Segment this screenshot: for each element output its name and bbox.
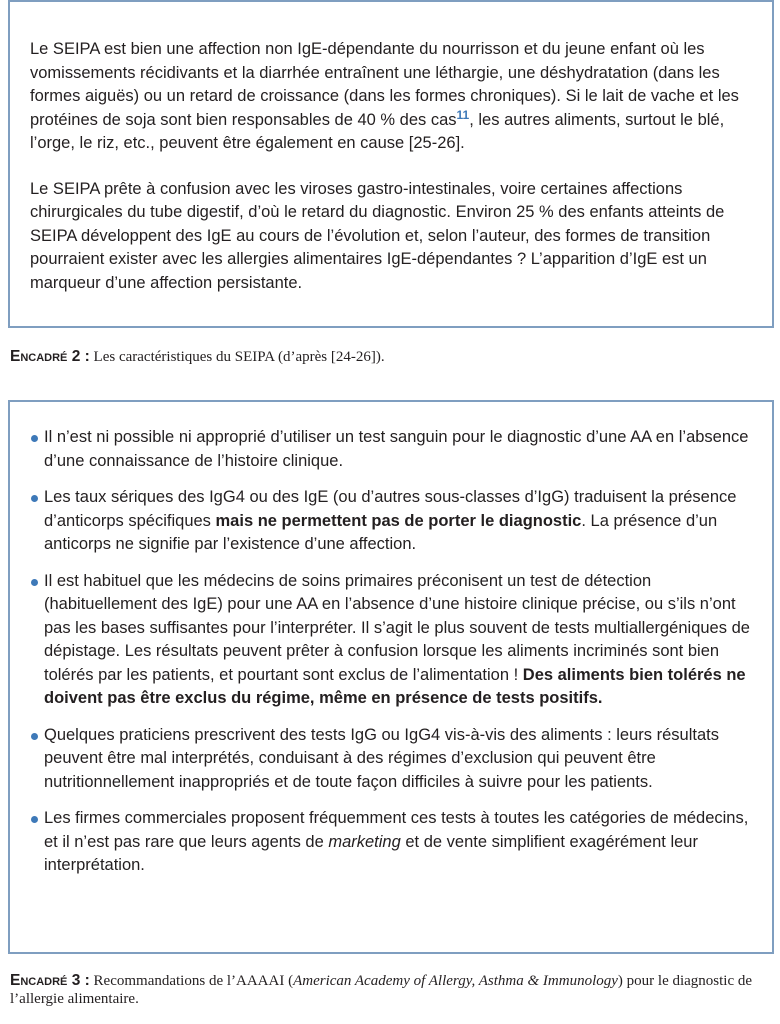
bullet-icon [31,495,38,502]
list-item: Les firmes commerciales proposent fréquemment ces tests à toutes les catégories de médecins, et il n’est pas rare que leurs agents de marketing et de vente simplifient exagérément leur interprétation. [30,807,752,878]
bullet-icon [31,816,38,823]
caption-label: Encadré 2 : [10,348,90,365]
bullet-icon [31,435,38,442]
list-item: Il est habituel que les médecins de soins primaires préconisent un test de détection (habituellement des IgE) pour une AA en l’absence d’une histoire clinique précise, ou s’ils n’ont pas les bases suffisantes pour l’interpréter. Il s’agit le plus souvent de tests multiallergéniques de dépistage. Les résultats peuvent prêter à confusion lorsque les aliments incriminés sont bien tolérés par les patients, et pourtant sont exclus de l’alimentation ! Des aliments bien tolérés ne doivent pas être exclus du régime, même en présence de tests positifs. [30,570,752,711]
bullet-icon [31,579,38,586]
recommendations-list [30,426,752,878]
caption-label: Encadré 3 : [10,972,90,989]
caption-encadre-2: Encadré 2 : Les caractéristiques du SEIPA (d’après [24-26]). [10,348,385,365]
recommendations-box [8,400,774,954]
list-item: Il n’est ni possible ni approprié d’utiliser un test sanguin pour le diagnostic d’une AA en l’absence d’une connaissance de l’histoire clinique. [30,426,752,473]
list-item: Les taux sériques des IgG4 ou des IgE (ou d’autres sous-classes d’IgG) traduisent la présence d’anticorps spécifiques mais ne permettent pas de porter le diagnostic. La présence d’un anticorps ne signifie par l’existence d’une affection. [30,486,752,557]
bullet-icon [31,733,38,740]
reference-superscript: 11 [456,107,470,122]
caption-encadre-3: Encadré 3 : Recommandations de l’AAAAI (American Academy of Allergy, Asthma & Immunology) pour le diagnostic de l’allergie alimentaire. [10,972,753,1007]
list-item: Quelques praticiens prescrivent des tests IgG ou IgG4 vis-à-vis des aliments : leurs résultats peuvent être mal interprétés, conduisant à des régimes d’exclusion qui peuvent être nutritionnellement inappropriés et de toute façon difficiles à suivre pour les patients. [30,724,752,795]
seipa-paragraph-2: Le SEIPA prête à confusion avec les viroses gastro-intestinales, voire certaines affections chirurgicales du tube digestif, d’où le retard du diagnostic. Environ 25 % des enfants atteints de SEIPA développent des IgE au cours de l’évolution et, selon l’auteur, des formes de transition pourraient exister avec les allergies alimentaires IgE-dépendantes ? L’apparition d’IgE est un marqueur d’une affection persistante. [30,179,725,292]
seipa-paragraph-1: Le SEIPA est bien une affection non IgE-dépendante du nourrisson et du jeune enfant où les vomissements récidivants et la diarrhée entraînent une léthargie, une déshydratation (dans les formes aiguës) ou un retard de croissance (dans les formes chroniques). Si le lait de vache et les protéines de soja sont bien responsables de 40 % des cas$^{11}$, les autres aliments, surtout le blé, l’orge, le riz, etc., peuvent être également en cause [25-26]. [30,40,739,152]
seipa-text-box [8,0,774,328]
